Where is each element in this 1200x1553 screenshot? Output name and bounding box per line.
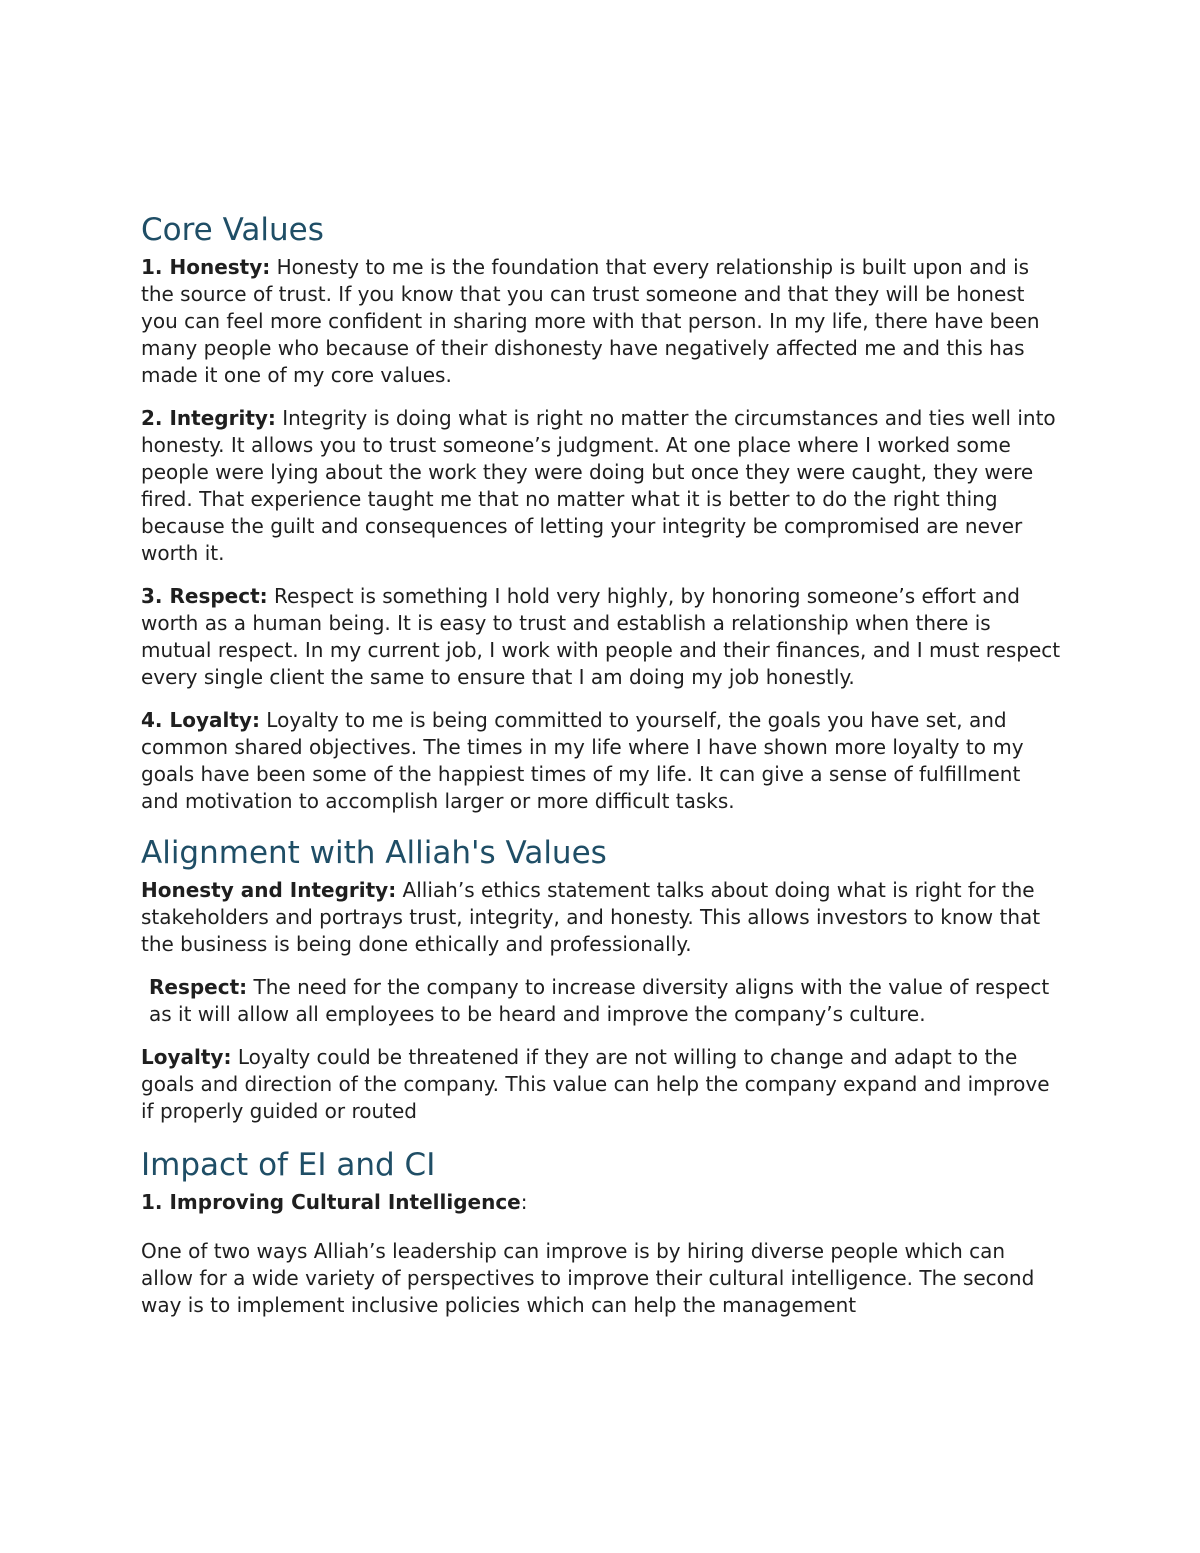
core-value-text: Respect is something I hold very highly, by honoring someone’s effort and worth as a human being. It is easy to trust and establish a relationship when there is mutual respect. In my current job, I work with people and their finances, and I must respect every single client the same to ensure that I am doing my job honestly. <box>141 584 1061 689</box>
core-value-label: 4. Loyalty: <box>141 708 260 732</box>
core-value-honesty <box>141 254 1061 389</box>
core-value-text: Integrity is doing what is right no matter the circumstances and ties well into honesty. It allows you to trust someone’s judgment. At one place where I worked some people were lying about the work they were doing but once they were caught, they were fired. That experience taught me that no matter what it is better to do the right thing because the guilt and consequences of letting your integrity be compromised are never worth it. <box>141 406 1056 565</box>
alignment-loyalty <box>141 1044 1061 1125</box>
core-value-label: 2. Integrity: <box>141 406 276 430</box>
alignment-label: Honesty and Integrity: <box>141 878 397 902</box>
core-value-label: 1. Honesty: <box>141 255 271 279</box>
alignment-honesty-integrity <box>141 877 1061 958</box>
alignment-label: Respect: <box>149 975 248 999</box>
core-value-respect <box>141 583 1061 691</box>
alignment-text: The need for the company to increase diversity aligns with the value of respect as it will allow all employees to be heard and improve the company’s culture. <box>149 975 1050 1026</box>
alignment-respect <box>141 974 1061 1028</box>
alignment-text: Loyalty could be threatened if they are not willing to change and adapt to the goals and direction of the company. This value can help the company expand and improve if properly guided or routed <box>141 1045 1050 1123</box>
impact-paragraph: One of two ways Alliah’s leadership can improve is by hiring diverse people which can allow for a wide variety of perspectives to improve their cultural intelligence. The second way is to implement inclusive policies which can help the management <box>141 1239 1035 1317</box>
core-values-heading: Core Values <box>141 212 324 248</box>
core-value-label: 3. Respect: <box>141 584 268 608</box>
impact-heading: Impact of EI and CI <box>141 1147 436 1183</box>
core-value-text: Loyalty to me is being committed to yourself, the goals you have set, and common shared objectives. The times in my life where I have shown more loyalty to my goals have been some of the happiest times of my life. It can give a sense of fulfillment and motivation to accomplish larger or more difficult tasks. <box>141 708 1024 813</box>
core-value-loyalty <box>141 707 1061 815</box>
alignment-text: Alliah’s ethics statement talks about doing what is right for the stakeholders and portrays trust, integrity, and honesty. This allows investors to know that the business is being done ethically and professionally. <box>141 878 1041 956</box>
alignment-heading: Alignment with Alliah's Values <box>141 835 607 871</box>
core-value-text: Honesty to me is the foundation that every relationship is built upon and is the source of trust. If you know that you can trust someone and that they will be honest you can feel more confident in sharing more with that person. In my life, there have been many people who because of their dishonesty have negatively affected me and this has made it one of my core values. <box>141 255 1040 387</box>
impact-subheading-suffix: : <box>520 1190 528 1214</box>
impact-subheading <box>141 1189 1061 1216</box>
impact-subheading-label: 1. Improving Cultural Intelligence <box>141 1190 521 1214</box>
document-page <box>141 208 1061 1335</box>
core-value-integrity <box>141 405 1061 567</box>
alignment-label: Loyalty: <box>141 1045 232 1069</box>
